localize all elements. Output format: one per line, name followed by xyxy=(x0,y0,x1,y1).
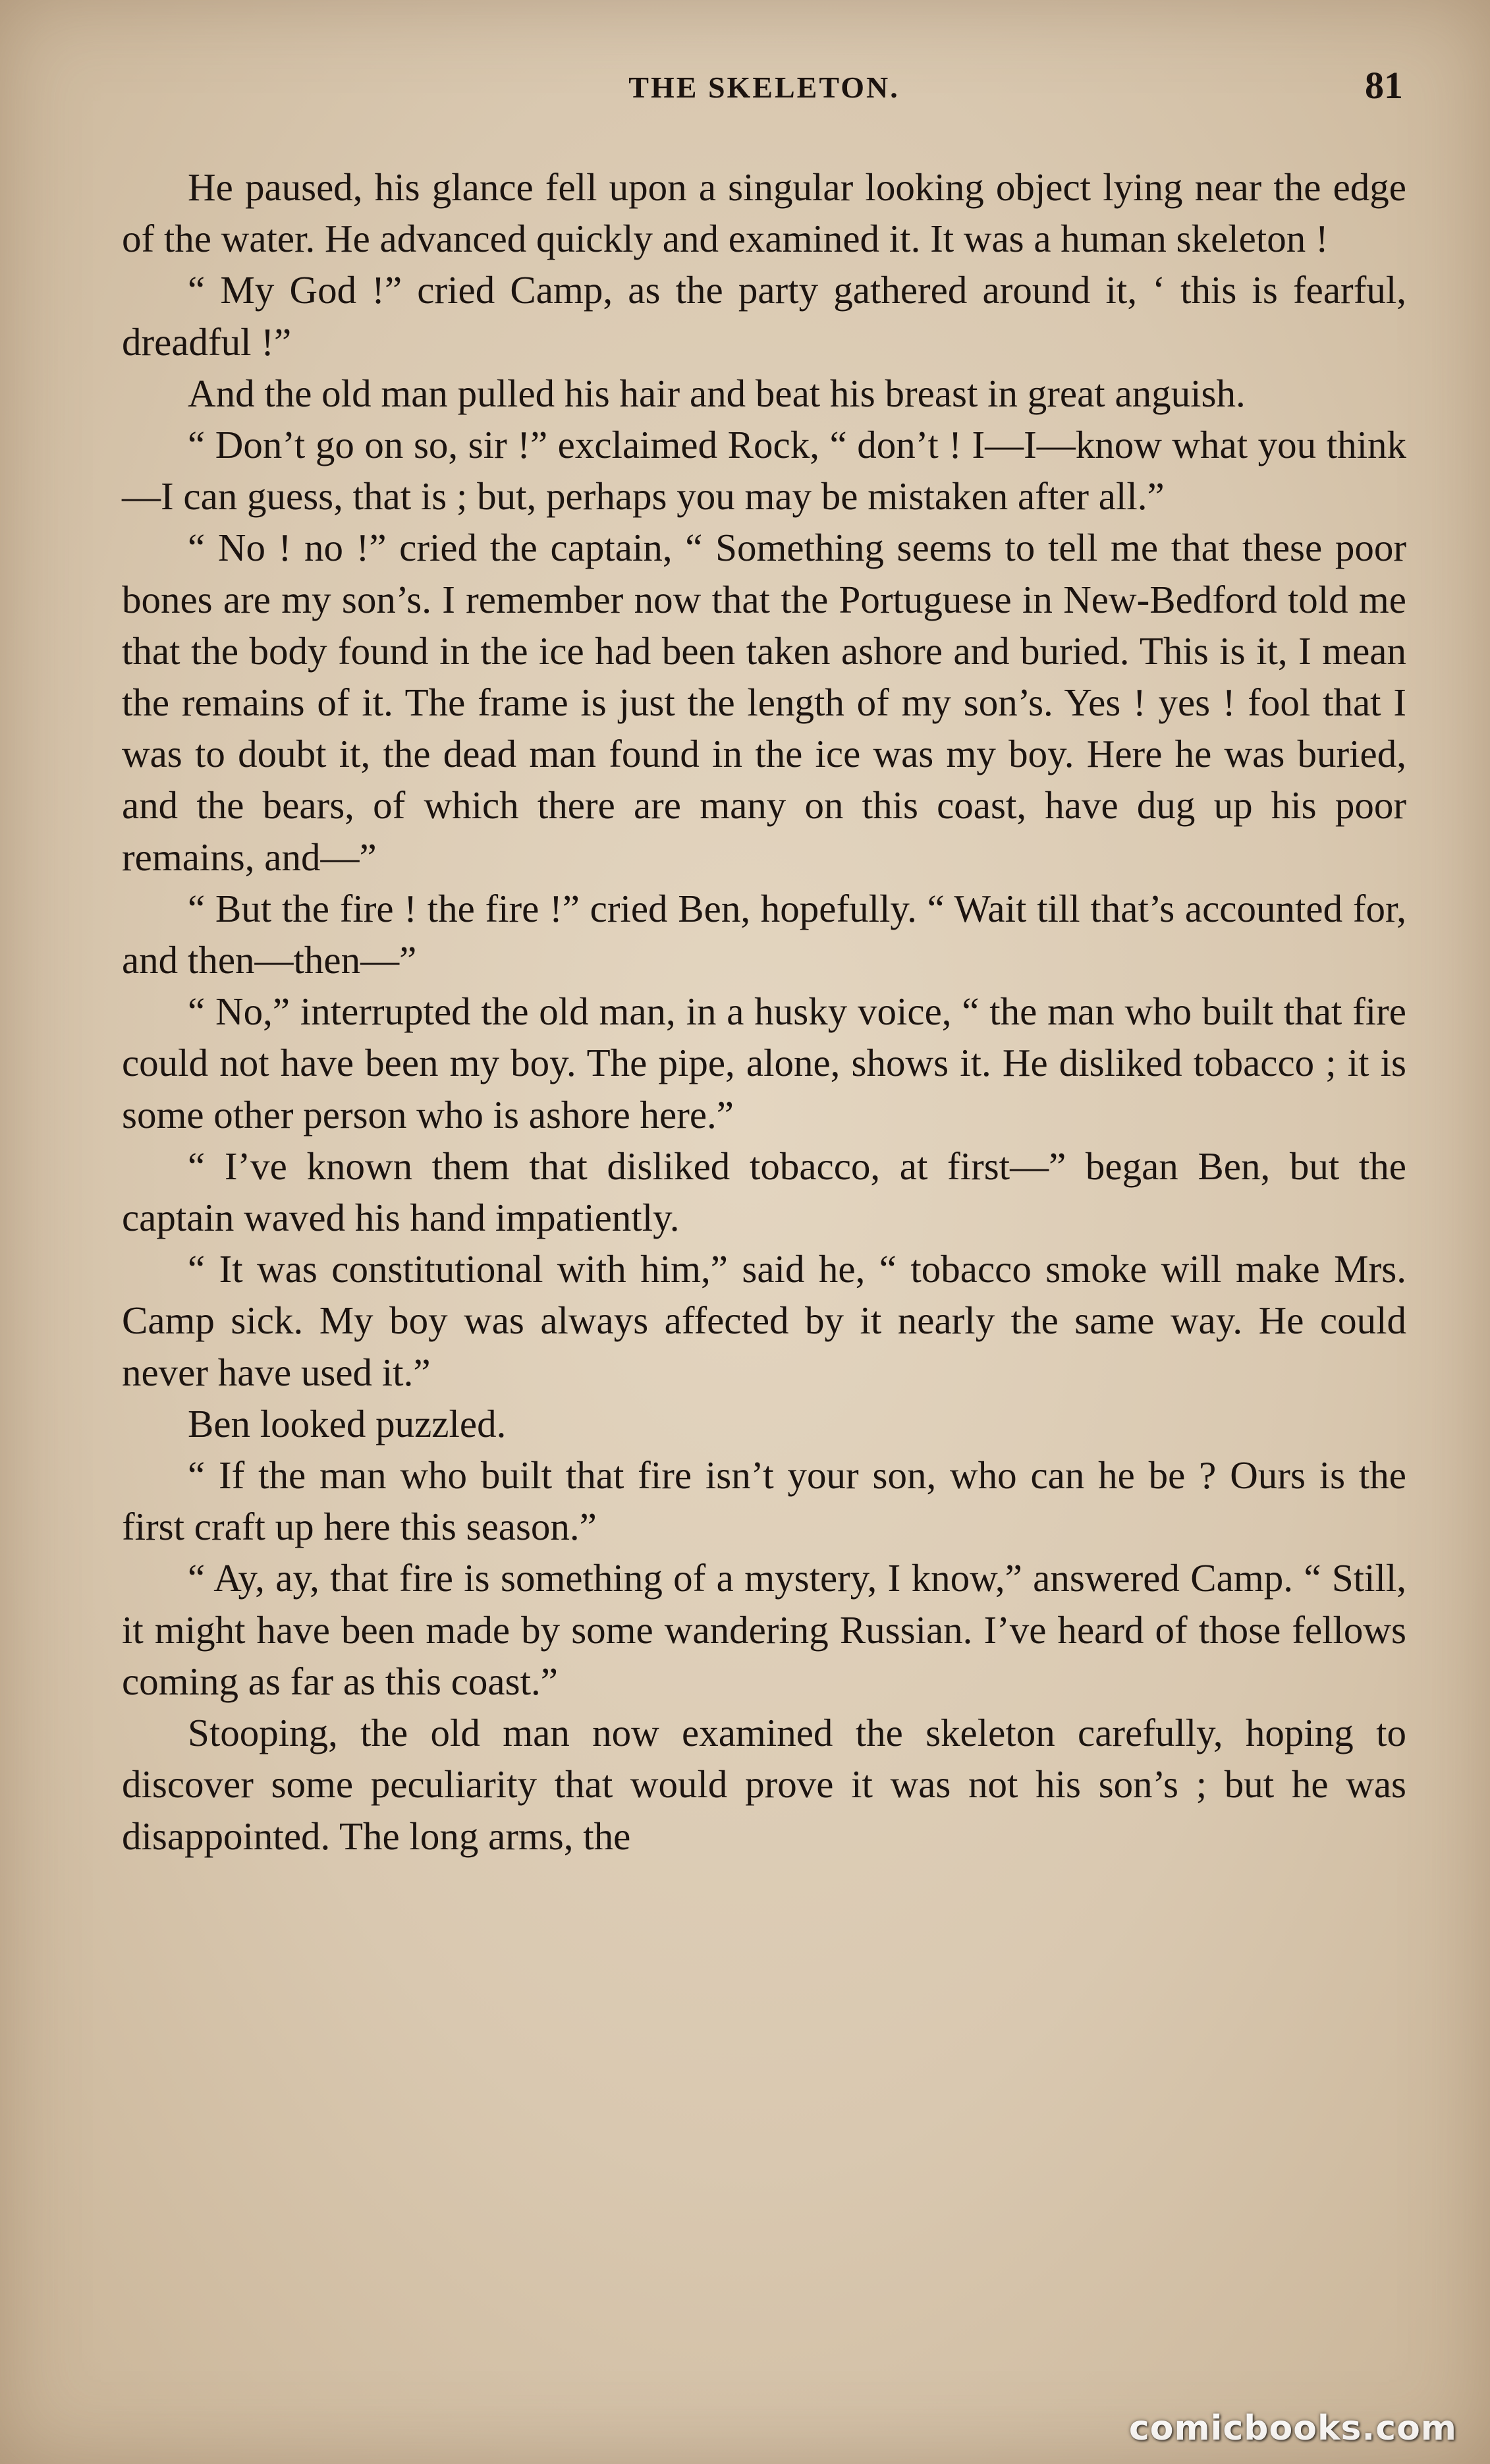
paragraph: “ I’ve known them that disliked tobacco, at first—” began Ben, but the captain waved his hand impatiently. xyxy=(122,1144,1406,1240)
paragraph: Ben looked puzzled. xyxy=(188,1401,507,1445)
running-head xyxy=(125,63,1403,116)
paragraph: He paused, his glance fell upon a singular looking object lying near the edge of the water. He advanced quickly and examined it. It was a human skeleton ! xyxy=(122,165,1406,261)
paragraph: “ Ay, ay, that fire is something of a mystery, I know,” answered Camp. “ Still, it might have been made by some wandering Russian. I’ve heard of those fellows coming as far as this coast.” xyxy=(122,1556,1406,1703)
watermark: comicbooks.com xyxy=(1128,2409,1457,2448)
paragraph: “ No,” interrupted the old man, in a husky voice, “ the man who built that fire could not have been my boy. The pipe, alone, shows it. He disliked tobacco ; it is some other person who is ashore here.” xyxy=(122,990,1406,1136)
paragraph: “ No ! no !” cried the captain, “ Something seems to tell me that these poor bones are my son’s. I remember now that the Portuguese in New-Bedford told me that the body found in the ice had been taken ashore and buried. This is it, I mean the remains of it. The frame is just the length of my son’s. Yes ! yes ! fool that I was to doubt it, the dead man found in the ice was my boy. Here he was buried, and the bears, of which there are many on this coast, have dug up his poor remains, and—” xyxy=(122,526,1406,879)
body-text xyxy=(122,161,1406,1862)
running-title: THE SKELETON. xyxy=(628,70,900,104)
paragraph: “ Don’t go on so, sir !” exclaimed Rock, “ don’t ! I—I—know what you think—I can guess, that is ; but, perhaps you may be mistaken after all.” xyxy=(122,423,1406,518)
paragraph: “ But the fire ! the fire !” cried Ben, hopefully. “ Wait till that’s accounted for, and then—then—” xyxy=(122,886,1406,982)
paragraph: “ If the man who built that fire isn’t your son, who can he be ? Ours is the first craft up here this season.” xyxy=(122,1453,1406,1549)
paragraph: “ It was constitutional with him,” said he, “ tobacco smoke will make Mrs. Camp sick. My boy was always affected by it nearly the same way. He could never have used it.” xyxy=(122,1247,1406,1394)
paragraph: “ My God !” cried Camp, as the party gathered around it, ‘ this is fearful, dreadful !” xyxy=(122,268,1406,364)
paragraph: Stooping, the old man now examined the skeleton carefully, hoping to discover some peculiarity that would prove it was not his son’s ; but he was disappointed. The long arms, the xyxy=(122,1711,1406,1858)
page-number: 81 xyxy=(1365,64,1403,107)
paragraph: And the old man pulled his hair and beat his breast in great anguish. xyxy=(188,371,1246,415)
